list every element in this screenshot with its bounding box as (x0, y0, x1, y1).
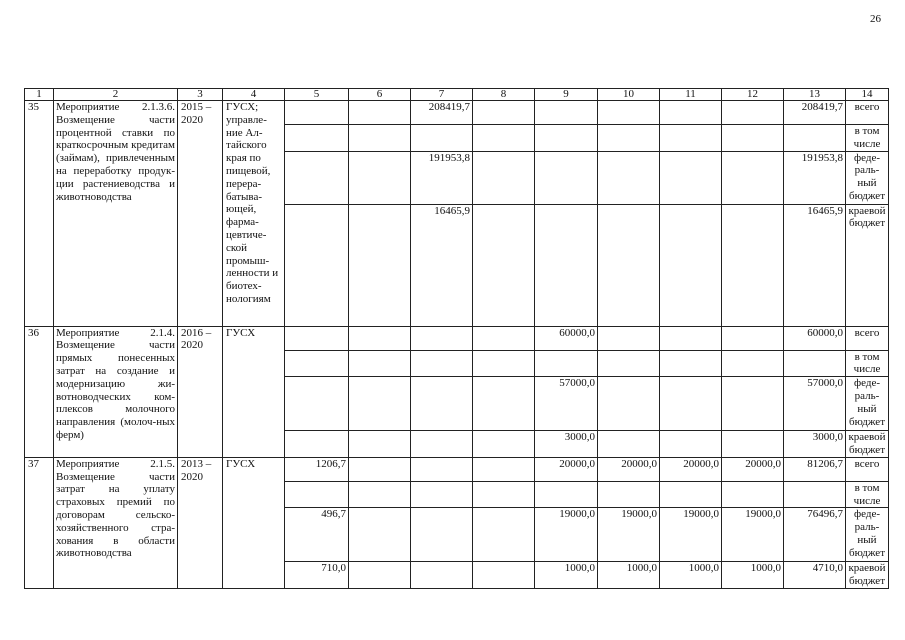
value-cell (535, 151, 598, 204)
value-cell: 1000,0 (598, 562, 660, 589)
value-cell (285, 350, 349, 377)
value-cell (349, 326, 411, 350)
value-cell (349, 481, 411, 508)
funding-source: в том числе (846, 481, 889, 508)
value-cell: 20000,0 (598, 457, 660, 481)
column-header: 1 (25, 89, 54, 101)
row-number: 35 (25, 101, 54, 327)
value-cell (784, 481, 846, 508)
measure-name: Мероприятие 2.1.3.6. Возмещение части процентной ставки по краткосрочным кредитам (займам), привлеченным на переработку продук-ции растениеводства и животноводства (54, 101, 178, 327)
value-cell (349, 508, 411, 562)
value-cell (285, 101, 349, 125)
value-cell (660, 204, 722, 326)
column-header: 4 (223, 89, 285, 101)
value-cell: 60000,0 (784, 326, 846, 350)
value-cell: 208419,7 (784, 101, 846, 125)
funding-source: краевой бюджет (846, 562, 889, 589)
value-cell (598, 125, 660, 152)
funding-source: краевой бюджет (846, 204, 889, 326)
value-cell (660, 350, 722, 377)
value-cell (722, 151, 784, 204)
value-cell (285, 125, 349, 152)
value-cell (411, 377, 473, 431)
column-header: 2 (54, 89, 178, 101)
row-number: 37 (25, 457, 54, 588)
value-cell (722, 481, 784, 508)
value-cell (660, 377, 722, 431)
column-header: 12 (722, 89, 784, 101)
measure-name: Мероприятие 2.1.5. Возмещение части затрат на уплату страховых премий по договорам сельско-хозяйственного стра-хования в области животноводства (54, 457, 178, 588)
value-cell (349, 151, 411, 204)
value-cell (598, 151, 660, 204)
value-cell (722, 431, 784, 458)
value-cell (722, 326, 784, 350)
value-cell (473, 431, 535, 458)
period: 2015 – 2020 (178, 101, 223, 327)
value-cell: 81206,7 (784, 457, 846, 481)
value-cell (473, 457, 535, 481)
funding-source: феде-раль-ный бюджет (846, 151, 889, 204)
value-cell: 4710,0 (784, 562, 846, 589)
funding-source: краевой бюджет (846, 431, 889, 458)
value-cell (285, 151, 349, 204)
measure-name: Мероприятие 2.1.4. Возмещение части прямых понесенных затрат на создание и модернизацию жи-вотноводческих ком-плексов молочного направления (молоч-ных ферм) (54, 326, 178, 457)
column-header: 8 (473, 89, 535, 101)
value-cell (660, 101, 722, 125)
value-cell (598, 204, 660, 326)
value-cell: 57000,0 (535, 377, 598, 431)
page-number: 26 (870, 13, 881, 25)
funding-source: всего (846, 326, 889, 350)
value-cell (598, 350, 660, 377)
value-cell (473, 508, 535, 562)
column-header: 14 (846, 89, 889, 101)
value-cell: 3000,0 (784, 431, 846, 458)
value-cell (598, 377, 660, 431)
value-cell (411, 125, 473, 152)
executor: ГУСХ (223, 326, 285, 457)
value-cell: 20000,0 (722, 457, 784, 481)
value-cell (598, 326, 660, 350)
value-cell (285, 204, 349, 326)
value-cell (349, 125, 411, 152)
value-cell (722, 350, 784, 377)
value-cell: 208419,7 (411, 101, 473, 125)
funding-source: феде-раль-ный бюджет (846, 508, 889, 562)
value-cell: 191953,8 (784, 151, 846, 204)
value-cell (660, 151, 722, 204)
budget-table (24, 88, 889, 589)
column-header: 7 (411, 89, 473, 101)
column-header: 9 (535, 89, 598, 101)
value-cell (473, 204, 535, 326)
table-row (25, 457, 889, 481)
value-cell: 1206,7 (285, 457, 349, 481)
value-cell (660, 326, 722, 350)
value-cell (411, 457, 473, 481)
value-cell: 19000,0 (722, 508, 784, 562)
value-cell (660, 431, 722, 458)
value-cell (473, 151, 535, 204)
column-header: 10 (598, 89, 660, 101)
value-cell (473, 101, 535, 125)
column-header: 6 (349, 89, 411, 101)
value-cell: 20000,0 (660, 457, 722, 481)
value-cell (349, 377, 411, 431)
value-cell (473, 481, 535, 508)
value-cell (784, 125, 846, 152)
table-row (25, 101, 889, 125)
value-cell (285, 431, 349, 458)
column-header: 3 (178, 89, 223, 101)
value-cell (473, 125, 535, 152)
row-number: 36 (25, 326, 54, 457)
value-cell: 60000,0 (535, 326, 598, 350)
column-header: 13 (784, 89, 846, 101)
value-cell (349, 101, 411, 125)
value-cell (722, 101, 784, 125)
value-cell (349, 562, 411, 589)
value-cell: 19000,0 (535, 508, 598, 562)
value-cell: 16465,9 (411, 204, 473, 326)
value-cell (411, 481, 473, 508)
value-cell (349, 457, 411, 481)
value-cell: 496,7 (285, 508, 349, 562)
funding-source: в том числе (846, 125, 889, 152)
value-cell (473, 326, 535, 350)
funding-source: всего (846, 457, 889, 481)
value-cell (784, 350, 846, 377)
funding-source: феде-раль-ный бюджет (846, 377, 889, 431)
value-cell (660, 481, 722, 508)
column-header: 11 (660, 89, 722, 101)
value-cell: 19000,0 (598, 508, 660, 562)
value-cell (535, 350, 598, 377)
value-cell (535, 204, 598, 326)
value-cell: 76496,7 (784, 508, 846, 562)
value-cell (598, 101, 660, 125)
value-cell (535, 481, 598, 508)
value-cell (722, 377, 784, 431)
value-cell (722, 204, 784, 326)
column-header: 5 (285, 89, 349, 101)
value-cell: 20000,0 (535, 457, 598, 481)
value-cell (285, 326, 349, 350)
value-cell: 3000,0 (535, 431, 598, 458)
value-cell (722, 125, 784, 152)
value-cell (660, 125, 722, 152)
value-cell (411, 326, 473, 350)
value-cell: 57000,0 (784, 377, 846, 431)
value-cell: 1000,0 (535, 562, 598, 589)
value-cell: 16465,9 (784, 204, 846, 326)
header-row (25, 89, 889, 101)
value-cell: 1000,0 (660, 562, 722, 589)
period: 2013 – 2020 (178, 457, 223, 588)
value-cell (349, 204, 411, 326)
value-cell: 191953,8 (411, 151, 473, 204)
value-cell (285, 377, 349, 431)
value-cell (411, 431, 473, 458)
value-cell (473, 377, 535, 431)
value-cell (598, 481, 660, 508)
executor: ГУСХ; управле-ние Ал-тайского края по пищевой, перера-батыва-ющей, фарма-цевтиче-ской промыш-ленности и биотех-нологиям (223, 101, 285, 327)
value-cell (411, 508, 473, 562)
value-cell (598, 431, 660, 458)
funding-source: в том числе (846, 350, 889, 377)
funding-source: всего (846, 101, 889, 125)
value-cell (411, 350, 473, 377)
table-row (25, 326, 889, 350)
value-cell (349, 350, 411, 377)
executor: ГУСХ (223, 457, 285, 588)
value-cell: 19000,0 (660, 508, 722, 562)
value-cell (411, 562, 473, 589)
value-cell (473, 562, 535, 589)
value-cell: 1000,0 (722, 562, 784, 589)
value-cell (349, 431, 411, 458)
value-cell (535, 125, 598, 152)
value-cell (535, 101, 598, 125)
value-cell: 710,0 (285, 562, 349, 589)
period: 2016 – 2020 (178, 326, 223, 457)
value-cell (473, 350, 535, 377)
value-cell (285, 481, 349, 508)
